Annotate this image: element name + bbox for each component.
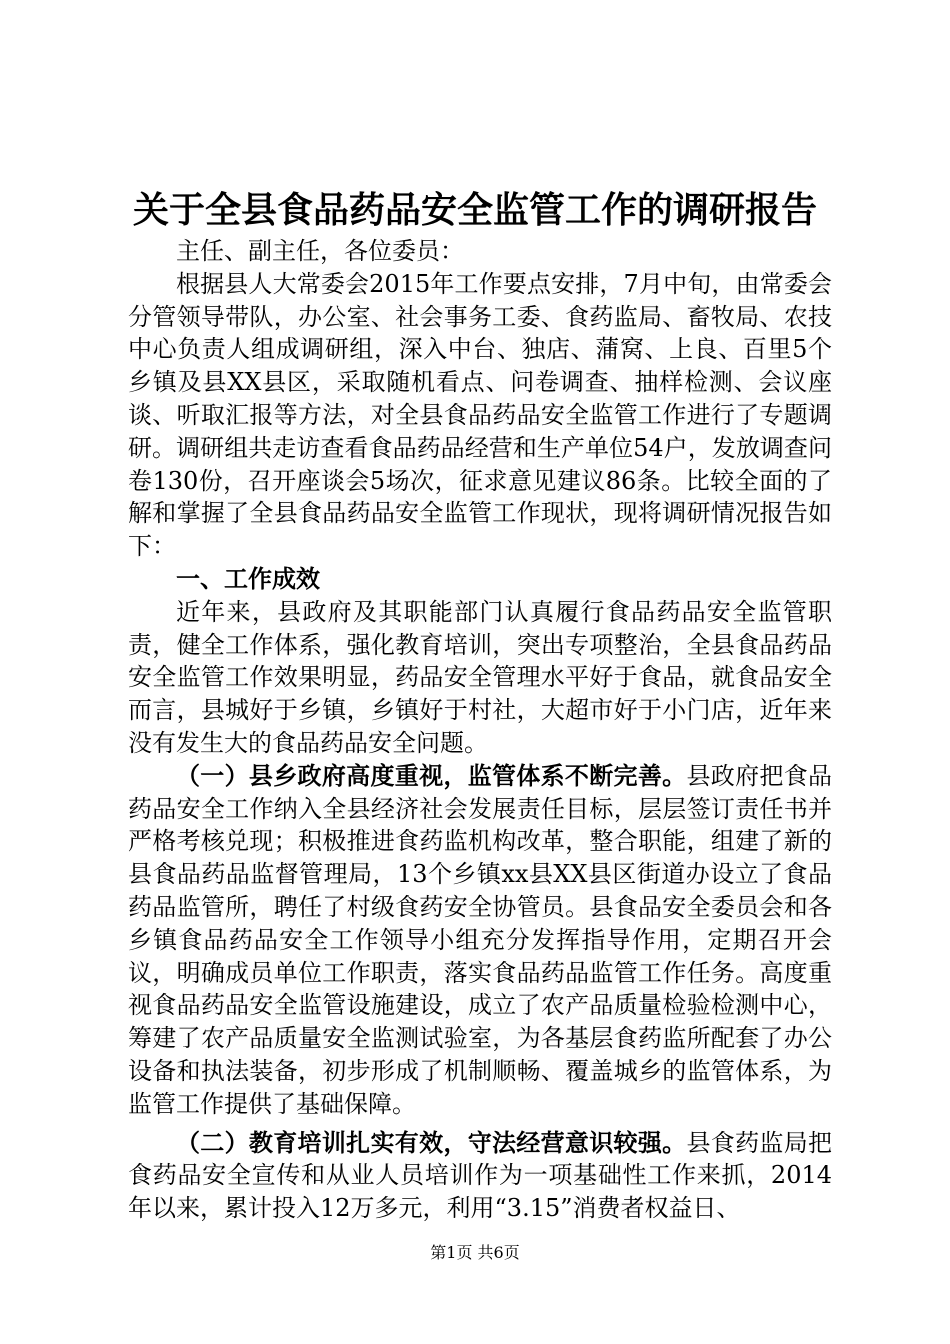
item-lead-2: （二）教育培训扎实有效，守法经营意识较强。 (176, 1127, 687, 1157)
item-body-1: 县政府把食品药品安全工作纳入全县经济社会发展责任目标，层层签订责任书并严格考核兑现；积极推进食药监机构改革，整合职能，组建了新的县食品药品监督管理局，13个乡镇xx县XX县区街道办设立了食品药品监管所，聘任了村级食药安全协管员。县食品安全委员会和各乡镇食品药品安全工作领导小组充分发挥指导作用，定期召开会议，明确成员单位工作职责，落实食品药品监管工作任务。高度重视食品药品安全监管设施建设，成立了农产品质量检验检测中心，筹建了农产品质量安全监测试验室，为各基层食药监所配套了办公设备和执法装备，初步形成了机制顺畅、覆盖城乡的监管体系，为监管工作提供了基础保障。 (128, 761, 833, 1118)
page-footer: 第1页 共6页 (430, 1243, 520, 1262)
item-paragraph-1 (128, 760, 832, 1121)
item-paragraph-2 (128, 1127, 832, 1225)
document-title: 关于全县食品药品安全监管工作的调研报告 (132, 189, 817, 231)
item-lead-1: （一）县乡政府高度重视，监管体系不断完善。 (176, 760, 687, 790)
intro-paragraph: 根据县人大常委会2015年工作要点安排，7月中旬，由常委会分管领导带队，办公室、社会事务工委、食药监局、畜牧局、农技中心负责人组成调研组，深入中台、独店、蒲窝、上良、百里5个乡镇及县XX县区，采取随机看点、问卷调查、抽样检测、会议座谈、听取汇报等方法，对全县食品药品安全监管工作进行了专题调研。调研组共走访查看食品药品经营和生产单位54户，发放调查问卷130份，召开座谈会5场次，征求意见建议86条。比较全面的了解和掌握了全县食品药品安全监管工作现状，现将调研情况报告如下： (128, 269, 832, 561)
section-heading: 一、工作成效 (176, 563, 320, 593)
salutation: 主任、副主任，各位委员： (176, 237, 464, 265)
section-paragraph: 近年来，县政府及其职能部门认真履行食品药品安全监管职责，健全工作体系，强化教育培训，突出专项整治，全县食品药品安全监管工作效果明显，药品安全管理水平好于食品，就食品安全而言，县城好于乡镇，乡镇好于村社，大超市好于小门店，近年来没有发生大的食品药品安全问题。 (128, 597, 832, 757)
document-body (128, 235, 832, 1225)
item-body-2: 县食药监局把食药品安全宣传和从业人员培训作为一项基础性工作来抓，2014年以来，累计投入12万多元，利用“3.15”消费者权益日、 (128, 1128, 833, 1223)
